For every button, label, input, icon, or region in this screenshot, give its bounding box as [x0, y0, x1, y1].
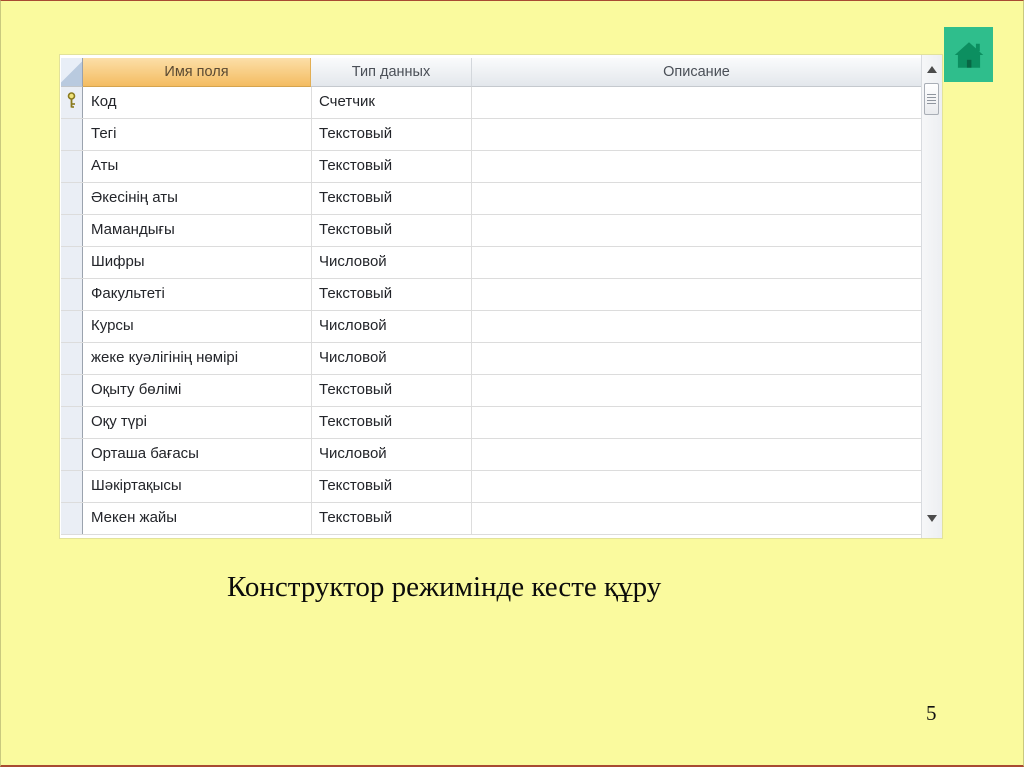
- column-header-field-name[interactable]: Имя поля: [83, 58, 311, 87]
- row-selector[interactable]: [61, 183, 83, 214]
- row-selector[interactable]: [61, 311, 83, 342]
- description-cell[interactable]: [472, 247, 921, 278]
- field-name-cell[interactable]: Тегі: [91, 125, 117, 142]
- table-row[interactable]: [61, 375, 921, 407]
- table-row[interactable]: [61, 471, 921, 503]
- scrollbar-thumb[interactable]: [924, 83, 939, 115]
- field-name-cell[interactable]: Оқу түрі: [91, 413, 147, 430]
- field-name-cell[interactable]: жеке куәлігінің нөмірі: [91, 349, 239, 366]
- table-row[interactable]: [61, 87, 921, 119]
- field-name-cell[interactable]: Факультеті: [91, 285, 165, 302]
- data-type-cell[interactable]: Текстовый: [311, 375, 472, 406]
- field-name-cell[interactable]: Курсы: [91, 317, 134, 334]
- description-cell[interactable]: [472, 503, 921, 534]
- field-name-cell[interactable]: Аты: [91, 157, 119, 174]
- description-cell[interactable]: [472, 215, 921, 246]
- table-row[interactable]: [61, 119, 921, 151]
- description-cell[interactable]: [472, 119, 921, 150]
- table-corner-cell[interactable]: [61, 58, 83, 87]
- table-header-row: [61, 58, 921, 87]
- vertical-scrollbar[interactable]: [921, 55, 942, 538]
- description-cell[interactable]: [472, 279, 921, 310]
- table-row[interactable]: [61, 247, 921, 279]
- up-arrow-icon: [927, 66, 937, 73]
- description-cell[interactable]: [472, 87, 921, 118]
- description-cell[interactable]: [472, 151, 921, 182]
- data-type-cell[interactable]: Текстовый: [311, 183, 472, 214]
- table-row[interactable]: [61, 279, 921, 311]
- data-type-cell[interactable]: Текстовый: [311, 279, 472, 310]
- home-button[interactable]: [944, 27, 993, 82]
- data-type-cell[interactable]: Числовой: [311, 343, 472, 374]
- data-type-cell[interactable]: Счетчик: [311, 87, 472, 118]
- field-name-cell[interactable]: Орташа бағасы: [91, 445, 199, 462]
- thumb-grip-icon: [927, 94, 936, 105]
- row-selector[interactable]: [61, 87, 83, 118]
- row-selector[interactable]: [61, 247, 83, 278]
- row-selector[interactable]: [61, 471, 83, 502]
- table-row[interactable]: [61, 503, 921, 535]
- scroll-down-button[interactable]: [922, 506, 942, 530]
- row-selector[interactable]: [61, 279, 83, 310]
- data-type-cell[interactable]: Текстовый: [311, 503, 472, 534]
- table-row[interactable]: [61, 439, 921, 471]
- field-name-cell[interactable]: Оқыту бөлімі: [91, 381, 182, 398]
- column-header-description[interactable]: Описание: [472, 58, 921, 87]
- data-type-cell[interactable]: Текстовый: [311, 407, 472, 438]
- data-type-cell[interactable]: Текстовый: [311, 151, 472, 182]
- row-selector[interactable]: [61, 375, 83, 406]
- row-selector[interactable]: [61, 407, 83, 438]
- table-row[interactable]: [61, 407, 921, 439]
- page-number: 5: [926, 701, 937, 725]
- description-cell[interactable]: [472, 439, 921, 470]
- data-type-cell[interactable]: Числовой: [311, 311, 472, 342]
- primary-key-icon: [65, 92, 78, 114]
- data-type-cell[interactable]: Текстовый: [311, 471, 472, 502]
- row-selector[interactable]: [61, 343, 83, 374]
- description-cell[interactable]: [472, 407, 921, 438]
- description-cell[interactable]: [472, 183, 921, 214]
- description-cell[interactable]: [472, 311, 921, 342]
- row-selector[interactable]: [61, 439, 83, 470]
- row-selector[interactable]: [61, 151, 83, 182]
- field-name-cell[interactable]: Мамандығы: [91, 221, 175, 238]
- data-type-cell[interactable]: Числовой: [311, 247, 472, 278]
- description-cell[interactable]: [472, 375, 921, 406]
- description-cell[interactable]: [472, 343, 921, 374]
- table-row[interactable]: [61, 343, 921, 375]
- home-icon: [951, 37, 987, 73]
- description-cell[interactable]: [472, 471, 921, 502]
- access-table-design-view: [60, 55, 942, 538]
- column-header-data-type[interactable]: Тип данных: [311, 58, 472, 87]
- row-selector[interactable]: [61, 503, 83, 534]
- field-name-cell[interactable]: Шифры: [91, 253, 145, 270]
- data-type-cell[interactable]: Текстовый: [311, 119, 472, 150]
- data-type-cell[interactable]: Числовой: [311, 439, 472, 470]
- field-name-cell[interactable]: Мекен жайы: [91, 509, 178, 526]
- row-selector[interactable]: [61, 119, 83, 150]
- slide-caption: Конструктор режимінде кесте құру: [227, 571, 662, 603]
- table-row[interactable]: [61, 151, 921, 183]
- field-name-cell[interactable]: Код: [91, 93, 117, 110]
- field-name-cell[interactable]: Шәкіртақысы: [91, 477, 182, 494]
- table-row[interactable]: [61, 215, 921, 247]
- scroll-up-button[interactable]: [922, 57, 942, 81]
- field-name-cell[interactable]: Әкесінің аты: [91, 189, 178, 206]
- row-selector[interactable]: [61, 215, 83, 246]
- table-row[interactable]: [61, 183, 921, 215]
- table-row[interactable]: [61, 311, 921, 343]
- down-arrow-icon: [927, 515, 937, 522]
- data-type-cell[interactable]: Текстовый: [311, 215, 472, 246]
- table-body: [61, 87, 921, 535]
